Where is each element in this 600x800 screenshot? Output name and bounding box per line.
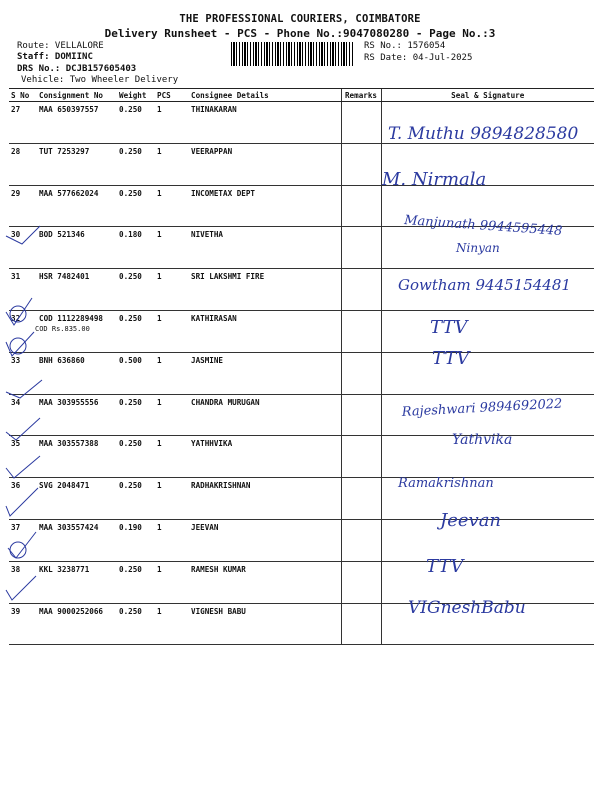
row-consignee bbox=[189, 352, 341, 394]
signature-row-38: TTV bbox=[426, 556, 464, 577]
row-pcs bbox=[155, 352, 189, 394]
row-consignee-text: KATHIRASAN bbox=[191, 313, 237, 323]
row-pcs bbox=[155, 102, 189, 144]
row-consignee bbox=[189, 269, 341, 311]
row-pcs bbox=[155, 185, 189, 227]
runsheet-title: THE PROFESSIONAL COURIERS, COIMBATORE bbox=[179, 13, 421, 25]
row-weight-text: 0.250 bbox=[119, 146, 142, 156]
row-sno-text: 27 bbox=[11, 105, 21, 114]
row-consignment-no-text: MAA 577662024 bbox=[39, 188, 99, 198]
row-weight bbox=[117, 352, 155, 394]
row-consignment-no-text: BNH 636860 bbox=[39, 355, 85, 365]
row-pcs-text: 1 bbox=[157, 439, 162, 449]
row-signature-cell bbox=[381, 143, 594, 185]
row-consignee-text: JASMINE bbox=[191, 355, 224, 365]
row-consignee bbox=[189, 519, 341, 561]
row-pcs bbox=[155, 603, 189, 645]
signature-row-28: M. Nirmala bbox=[382, 169, 487, 190]
row-consignee bbox=[189, 436, 341, 478]
row-consignment-no bbox=[37, 352, 117, 394]
table-row bbox=[9, 269, 594, 311]
row-weight-text: 0.250 bbox=[119, 188, 142, 198]
row-consignee-text: JEEVAN bbox=[191, 522, 219, 532]
row-sno-text: 36 bbox=[11, 481, 21, 491]
row-sno bbox=[9, 436, 37, 478]
row-consignee-text: RAMESH KUMAR bbox=[191, 564, 246, 574]
table-row bbox=[9, 436, 594, 478]
row-consignee bbox=[189, 478, 341, 520]
row-consignee bbox=[189, 394, 341, 436]
row-signature-cell bbox=[381, 310, 594, 352]
row-weight bbox=[117, 227, 155, 269]
row-remarks bbox=[341, 269, 381, 311]
row-pcs bbox=[155, 478, 189, 520]
cod-amount: COD Rs.835.00 bbox=[35, 324, 90, 333]
row-consignee-text: VIGNESH BABU bbox=[191, 606, 246, 616]
table-row bbox=[9, 603, 594, 645]
row-consignee bbox=[189, 185, 341, 227]
row-pcs bbox=[155, 269, 189, 311]
row-signature-cell bbox=[381, 519, 594, 561]
row-pcs-text: 1 bbox=[157, 606, 162, 616]
signature-row-32: TTV bbox=[430, 317, 468, 338]
row-remarks bbox=[341, 394, 381, 436]
row-signature-cell bbox=[381, 352, 594, 394]
row-pcs bbox=[155, 310, 189, 352]
row-consignee bbox=[189, 102, 341, 144]
row-sno-text: 33 bbox=[11, 355, 21, 365]
row-weight-text: 0.250 bbox=[119, 564, 142, 574]
row-remarks bbox=[341, 519, 381, 561]
row-sno bbox=[9, 394, 37, 436]
row-weight bbox=[117, 561, 155, 603]
row-sno bbox=[9, 227, 37, 269]
row-consignment-no-text: SVG 2048471 bbox=[39, 481, 90, 491]
signature-row-29: Manjunath 9944595448 bbox=[403, 213, 563, 240]
row-signature-cell bbox=[381, 269, 594, 311]
row-consignment-no bbox=[37, 561, 117, 603]
table-row bbox=[9, 310, 594, 352]
col-header-consignment: Consignment No bbox=[37, 89, 117, 102]
row-weight-text: 0.250 bbox=[119, 313, 142, 323]
signature-row-34: Rajeshwari 9894692022 bbox=[401, 396, 563, 420]
row-sno-text: 29 bbox=[11, 188, 21, 198]
row-weight-text: 0.250 bbox=[119, 606, 142, 616]
rs-date: RS Date: 04-Jul-2025 bbox=[364, 53, 473, 63]
row-consignee-text: INCOMETAX DEPT bbox=[191, 188, 256, 198]
row-consignment-no bbox=[37, 478, 117, 520]
row-consignment-no-text: TUT 7253297 bbox=[39, 146, 90, 156]
row-sno-text: 38 bbox=[11, 564, 21, 574]
row-sno bbox=[9, 310, 37, 352]
table-row bbox=[9, 352, 594, 394]
row-consignment-no-text: MAA 303557388 bbox=[39, 439, 99, 449]
row-weight-text: 0.500 bbox=[119, 355, 142, 365]
row-sno bbox=[9, 143, 37, 185]
row-consignment-no bbox=[37, 603, 117, 645]
row-weight bbox=[117, 478, 155, 520]
row-consignment-no bbox=[37, 436, 117, 478]
row-sno bbox=[9, 102, 37, 144]
row-signature-cell bbox=[381, 185, 594, 227]
row-pcs bbox=[155, 436, 189, 478]
row-consignment-no bbox=[37, 269, 117, 311]
row-pcs-text: 1 bbox=[157, 564, 162, 574]
signature-row-36: Ramakrishnan bbox=[398, 476, 494, 491]
row-consignment-no bbox=[37, 227, 117, 269]
row-weight-text: 0.250 bbox=[119, 397, 142, 407]
row-consignment-no-text: MAA 303557424 bbox=[39, 522, 99, 532]
signature-row-35: Yathvika bbox=[452, 432, 513, 448]
row-pcs-text: 1 bbox=[157, 230, 162, 240]
row-consignment-no-text: BOD 521346 bbox=[39, 230, 85, 240]
col-header-remarks: Remarks bbox=[341, 89, 381, 102]
row-consignment-no-text: MAA 9000252066 bbox=[39, 606, 104, 616]
runsheet-table bbox=[9, 88, 594, 645]
row-sno bbox=[9, 478, 37, 520]
table-row bbox=[9, 227, 594, 269]
row-consignment-no bbox=[37, 310, 117, 352]
row-sno bbox=[9, 269, 37, 311]
row-weight bbox=[117, 436, 155, 478]
row-signature-cell bbox=[381, 603, 594, 645]
col-header-pcs: PCS bbox=[155, 89, 189, 102]
row-sno bbox=[9, 519, 37, 561]
row-sno bbox=[9, 352, 37, 394]
row-pcs bbox=[155, 394, 189, 436]
row-weight-text: 0.190 bbox=[119, 522, 142, 532]
row-sno-text: 32 bbox=[11, 313, 21, 323]
row-consignment-no bbox=[37, 394, 117, 436]
signature-row-27: T. Muthu 9894828580 bbox=[388, 124, 579, 144]
row-pcs-text: 1 bbox=[157, 355, 162, 365]
row-consignee bbox=[189, 227, 341, 269]
row-pcs bbox=[155, 227, 189, 269]
signature-row-31: Gowtham 9445154481 bbox=[398, 276, 571, 294]
row-weight bbox=[117, 143, 155, 185]
runsheet-subtitle: Delivery Runsheet - PCS - Phone No.:9047080280 - Page No.:3 bbox=[104, 27, 496, 40]
row-consignment-no-text: HSR 7482401 bbox=[39, 272, 90, 282]
signature-row-39: VIGneshBabu bbox=[408, 598, 526, 618]
row-sno-text: 39 bbox=[11, 606, 21, 616]
row-remarks bbox=[341, 561, 381, 603]
row-consignee-text: CHANDRA MURUGAN bbox=[191, 397, 260, 407]
row-weight-text: 0.180 bbox=[119, 230, 142, 240]
vehicle-label: Vehicle: Two Wheeler Delivery bbox=[21, 75, 179, 85]
row-pcs-text: 1 bbox=[157, 272, 162, 282]
row-weight bbox=[117, 394, 155, 436]
row-consignee bbox=[189, 561, 341, 603]
row-consignee-text: RADHAKRISHNAN bbox=[191, 481, 251, 491]
route-label: Route: VELLALORE bbox=[17, 41, 104, 51]
signature-row-37: Jeevan bbox=[440, 510, 502, 531]
table-row bbox=[9, 102, 594, 144]
staff-label: Staff: DOMIINC bbox=[17, 52, 93, 62]
row-weight-text: 0.250 bbox=[119, 105, 142, 114]
row-remarks bbox=[341, 143, 381, 185]
col-header-consignee: Consignee Details bbox=[189, 89, 341, 102]
table-row bbox=[9, 143, 594, 185]
row-pcs bbox=[155, 519, 189, 561]
row-signature-cell bbox=[381, 227, 594, 269]
row-sno bbox=[9, 561, 37, 603]
table-row bbox=[9, 185, 594, 227]
row-weight bbox=[117, 269, 155, 311]
row-remarks bbox=[341, 603, 381, 645]
drs-number: DRS No.: DCJB157605403 bbox=[17, 64, 137, 74]
row-consignment-no-text: COD 1112289498 bbox=[39, 313, 104, 323]
row-weight bbox=[117, 519, 155, 561]
row-consignment-no bbox=[37, 102, 117, 144]
row-weight bbox=[117, 102, 155, 144]
row-consignment-no-text: MAA 650397557 bbox=[39, 105, 99, 114]
row-weight bbox=[117, 603, 155, 645]
row-consignee bbox=[189, 310, 341, 352]
row-signature-cell bbox=[381, 561, 594, 603]
row-weight bbox=[117, 310, 155, 352]
signature-row-33: TTV bbox=[432, 348, 470, 369]
row-remarks bbox=[341, 310, 381, 352]
row-sno-text: 35 bbox=[11, 439, 21, 449]
row-sno-text: 37 bbox=[11, 522, 21, 532]
row-remarks bbox=[341, 352, 381, 394]
table-row bbox=[9, 519, 594, 561]
signature-row-30: Ninyan bbox=[456, 241, 500, 255]
col-header-signature: Seal & Signature bbox=[381, 89, 594, 102]
row-pcs-text: 1 bbox=[157, 313, 162, 323]
row-signature-cell bbox=[381, 436, 594, 478]
row-consignee-text: NIVETHA bbox=[191, 230, 224, 240]
row-sno bbox=[9, 603, 37, 645]
row-pcs-text: 1 bbox=[157, 397, 162, 407]
row-remarks bbox=[341, 102, 381, 144]
row-consignee-text: SRI LAKSHMI FIRE bbox=[191, 272, 265, 282]
row-remarks bbox=[341, 478, 381, 520]
row-pcs bbox=[155, 143, 189, 185]
row-consignment-no-text: KKL 3238771 bbox=[39, 564, 90, 574]
row-consignment-no bbox=[37, 519, 117, 561]
row-pcs-text: 1 bbox=[157, 105, 162, 114]
row-sno bbox=[9, 185, 37, 227]
row-pcs-text: 1 bbox=[157, 188, 162, 198]
row-consignment-no bbox=[37, 185, 117, 227]
row-consignee bbox=[189, 603, 341, 645]
table-row bbox=[9, 561, 594, 603]
row-signature-cell bbox=[381, 394, 594, 436]
barcode-image bbox=[231, 42, 353, 66]
rs-number: RS No.: 1576054 bbox=[364, 41, 446, 51]
row-signature-cell bbox=[381, 102, 594, 144]
row-remarks bbox=[341, 436, 381, 478]
table-header-row bbox=[9, 89, 594, 102]
row-consignment-no bbox=[37, 143, 117, 185]
row-sno-text: 34 bbox=[11, 397, 21, 407]
row-weight bbox=[117, 185, 155, 227]
row-sno-text: 30 bbox=[11, 230, 21, 240]
row-consignee bbox=[189, 143, 341, 185]
col-header-weight: Weight bbox=[117, 89, 155, 102]
row-remarks bbox=[341, 227, 381, 269]
row-weight-text: 0.250 bbox=[119, 481, 142, 491]
table-row bbox=[9, 478, 594, 520]
row-consignee-text: VEERAPPAN bbox=[191, 146, 233, 156]
table-row bbox=[9, 394, 594, 436]
row-pcs-text: 1 bbox=[157, 481, 162, 491]
row-pcs-text: 1 bbox=[157, 146, 162, 156]
row-pcs bbox=[155, 561, 189, 603]
row-sno-text: 31 bbox=[11, 272, 21, 282]
row-consignee-text: THINAKARAN bbox=[191, 105, 237, 114]
row-consignment-no-text: MAA 303955556 bbox=[39, 397, 99, 407]
row-pcs-text: 1 bbox=[157, 522, 162, 532]
row-remarks bbox=[341, 185, 381, 227]
row-signature-cell bbox=[381, 478, 594, 520]
col-header-sno: S No bbox=[9, 89, 37, 102]
row-weight-text: 0.250 bbox=[119, 272, 142, 282]
row-consignee-text: YATHHVIKA bbox=[191, 439, 233, 449]
row-sno-text: 28 bbox=[11, 146, 21, 156]
row-weight-text: 0.250 bbox=[119, 439, 142, 449]
